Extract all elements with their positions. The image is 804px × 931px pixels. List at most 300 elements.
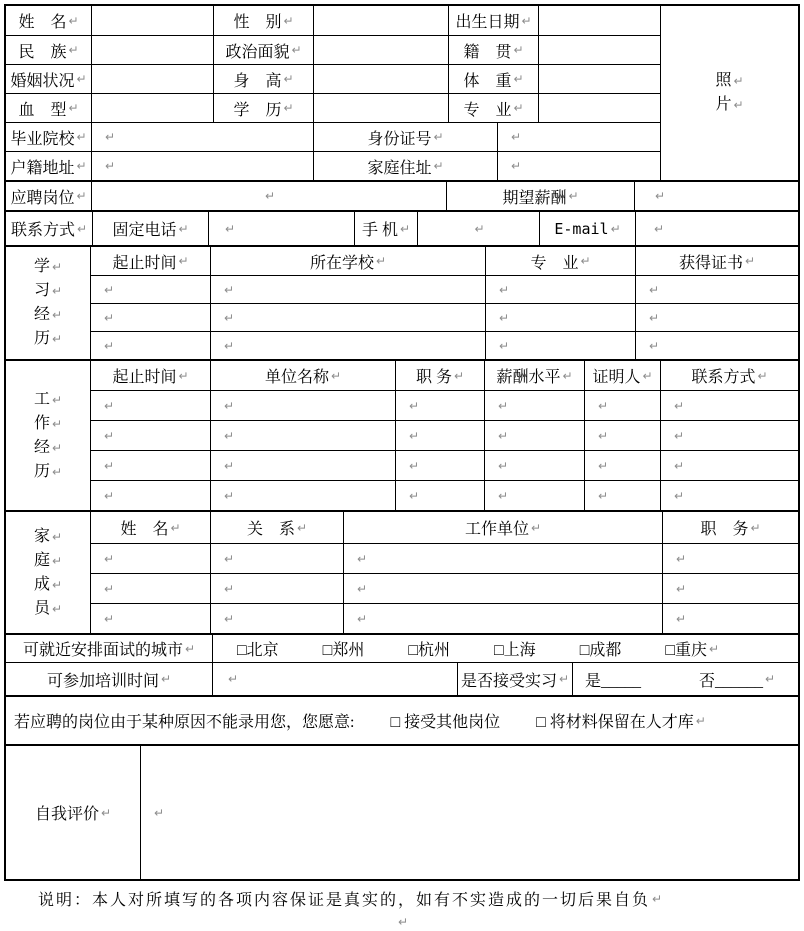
pilcrow-icon: ↵	[100, 805, 112, 820]
birthdate-value-cell[interactable]	[538, 6, 660, 35]
work-reference-cell[interactable]	[584, 481, 660, 510]
contact-section	[6, 210, 798, 245]
table-row	[6, 151, 660, 180]
study-header-row	[91, 247, 798, 275]
label-text: 关 系	[246, 521, 295, 538]
work-salary-header	[484, 361, 584, 390]
work-row	[91, 480, 798, 510]
checkbox-option-beijing[interactable]: □北京	[237, 642, 279, 659]
pilcrow-icon: ↵	[184, 641, 196, 656]
weight-value-cell[interactable]	[538, 65, 660, 93]
pilcrow-icon: ↵	[224, 488, 235, 503]
checkbox-option-hangzhou[interactable]: □杭州	[408, 642, 451, 659]
study-section-label	[6, 247, 91, 359]
checkbox-option-zhengzhou[interactable]: □郑州	[322, 642, 365, 659]
footer-note	[38, 887, 804, 910]
family-name-cell[interactable]	[91, 574, 210, 603]
label-text: 联系方式	[10, 222, 75, 239]
pilcrow-icon: ↵	[375, 254, 387, 268]
pilcrow-icon: ↵	[674, 488, 685, 503]
ethnicity-value-cell[interactable]	[91, 36, 213, 64]
family-employer-cell[interactable]	[343, 544, 662, 573]
study-rows	[91, 247, 798, 359]
family-row	[91, 603, 798, 633]
work-period-header	[91, 361, 210, 390]
pilcrow-icon: ↵	[68, 13, 79, 28]
pilcrow-icon: ↵	[76, 72, 87, 86]
work-salary-cell[interactable]	[484, 451, 584, 480]
pilcrow-icon: ↵	[264, 189, 276, 203]
label-text: 历	[33, 330, 50, 347]
work-company-cell[interactable]	[210, 451, 395, 480]
pilcrow-icon: ↵	[676, 611, 687, 626]
pilcrow-icon: ↵	[104, 458, 115, 473]
marital-status-label	[6, 65, 91, 93]
pilcrow-icon: ↵	[409, 458, 420, 473]
pilcrow-icon: ↵	[580, 254, 591, 268]
internship-no-option[interactable]	[699, 668, 775, 691]
work-company-cell[interactable]	[210, 391, 395, 420]
family-employer-cell[interactable]	[343, 574, 662, 603]
label-text: 政治面貌	[225, 43, 290, 61]
study-row	[91, 275, 798, 303]
study-major-cell[interactable]	[485, 276, 635, 303]
pilcrow-icon: ↵	[357, 551, 368, 566]
pilcrow-icon: ↵	[224, 458, 235, 473]
work-reference-cell[interactable]	[584, 451, 660, 480]
study-period-header	[91, 247, 210, 275]
pilcrow-icon: ↵	[652, 891, 665, 906]
label-text: 可就近安排面试的城市	[22, 642, 183, 659]
pilcrow-icon: ↵	[530, 520, 542, 535]
label-text: 作	[33, 414, 50, 432]
blood-type-value-cell[interactable]	[91, 94, 213, 122]
pilcrow-icon: ↵	[51, 464, 63, 479]
pilcrow-icon: ↵	[105, 130, 116, 144]
pilcrow-icon: ↵	[397, 915, 409, 929]
name-label	[6, 6, 91, 35]
option-label: 否______	[699, 672, 764, 690]
basic-info-section	[6, 6, 798, 180]
work-company-cell[interactable]	[210, 421, 395, 450]
pilcrow-icon: ↵	[511, 130, 522, 144]
pilcrow-icon: ↵	[228, 672, 239, 686]
ethnicity-label	[6, 36, 91, 64]
training-section	[6, 662, 798, 695]
pilcrow-icon: ↵	[498, 398, 509, 413]
gender-label	[213, 6, 313, 35]
pilcrow-icon: ↵	[433, 159, 444, 173]
work-contact-header	[660, 361, 798, 390]
pilcrow-icon: ↵	[744, 254, 756, 268]
pilcrow-icon: ↵	[649, 338, 660, 353]
landline-value-cell[interactable]	[208, 212, 354, 245]
pilcrow-icon: ↵	[68, 43, 79, 57]
pilcrow-icon: ↵	[51, 392, 63, 407]
family-name-header	[91, 512, 210, 543]
id-number-label	[313, 123, 497, 151]
pilcrow-icon: ↵	[104, 338, 115, 353]
family-relation-header	[210, 512, 343, 543]
self-evaluation-section	[6, 744, 798, 879]
pilcrow-icon: ↵	[674, 458, 685, 473]
work-reference-cell[interactable]	[584, 421, 660, 450]
study-school-cell[interactable]	[210, 276, 485, 303]
pilcrow-icon: ↵	[178, 368, 189, 383]
checkbox-option-label: □重庆	[665, 642, 708, 659]
pilcrow-icon: ↵	[51, 308, 63, 322]
label-text: 专 业	[463, 101, 512, 119]
work-row	[91, 450, 798, 480]
major-value-cell[interactable]	[538, 94, 660, 122]
expected-salary-value-cell[interactable]	[634, 182, 798, 210]
pilcrow-icon: ↵	[642, 368, 653, 383]
political-status-value-cell[interactable]	[313, 36, 448, 64]
pilcrow-icon: ↵	[296, 520, 308, 535]
study-certificate-cell[interactable]	[635, 276, 798, 303]
study-certificate-header	[635, 247, 798, 275]
table-row	[6, 35, 660, 64]
pilcrow-icon: ↵	[178, 221, 189, 236]
pilcrow-icon: ↵	[357, 581, 368, 596]
self-evaluation-value-cell[interactable]	[140, 746, 798, 879]
pilcrow-icon: ↵	[51, 529, 63, 544]
checkbox-option-other-position[interactable]: □ 接受其他岗位	[390, 714, 501, 731]
work-period-cell[interactable]	[91, 451, 210, 480]
pilcrow-icon: ↵	[170, 520, 181, 535]
family-row	[91, 573, 798, 603]
label-text: 籍 贯	[463, 43, 512, 61]
pilcrow-icon: ↵	[104, 428, 115, 443]
label-text: 习	[33, 282, 50, 299]
photo-cell[interactable]	[660, 6, 798, 180]
work-position-cell[interactable]	[395, 421, 484, 450]
pilcrow-icon: ↵	[765, 672, 776, 686]
work-section	[6, 359, 798, 510]
internship-yes-option[interactable]: 是_____	[585, 672, 642, 690]
work-salary-cell[interactable]	[484, 481, 584, 510]
blood-type-label	[6, 94, 91, 122]
label-text: 历	[33, 462, 50, 480]
pilcrow-icon: ↵	[283, 101, 294, 115]
pilcrow-icon: ↵	[498, 428, 509, 443]
pilcrow-icon: ↵	[610, 221, 621, 236]
label-text: 庭	[33, 551, 50, 569]
pilcrow-icon: ↵	[511, 159, 522, 173]
study-section	[6, 245, 798, 359]
table-row	[6, 182, 798, 210]
pilcrow-icon: ↵	[51, 416, 63, 431]
work-period-cell[interactable]	[91, 421, 210, 450]
applied-position-label	[6, 182, 91, 210]
pilcrow-icon: ↵	[558, 672, 570, 686]
family-position-cell[interactable]	[662, 574, 798, 603]
pilcrow-icon: ↵	[224, 611, 235, 626]
label-text: 薪酬水平	[496, 369, 561, 386]
birthdate-label	[448, 6, 538, 35]
pilcrow-icon: ↵	[750, 520, 761, 535]
pilcrow-icon: ↵	[649, 310, 660, 325]
footer-note-text: 说明：本人对所填写的各项内容保证是真实的，如有不实造成的一切后果自负	[38, 892, 651, 909]
label-text: 血 型	[18, 101, 67, 119]
family-relation-cell[interactable]	[210, 574, 343, 603]
email-value-cell[interactable]	[635, 212, 798, 245]
label-text: 应聘岗位	[10, 189, 75, 207]
work-position-cell[interactable]	[395, 451, 484, 480]
family-row	[91, 543, 798, 573]
pilcrow-icon: ↵	[499, 338, 510, 353]
self-evaluation-label	[6, 746, 140, 879]
family-employer-cell[interactable]	[343, 604, 662, 633]
study-row	[91, 303, 798, 331]
pilcrow-icon: ↵	[224, 398, 235, 413]
pilcrow-icon: ↵	[76, 189, 87, 203]
pilcrow-icon: ↵	[499, 310, 510, 325]
work-salary-cell[interactable]	[484, 421, 584, 450]
table-row	[6, 746, 798, 879]
label-text: 工作单位	[464, 521, 529, 538]
label-text: 手 机	[361, 222, 398, 239]
pilcrow-icon: ↵	[224, 581, 235, 596]
work-salary-cell[interactable]	[484, 391, 584, 420]
study-period-cell[interactable]	[91, 332, 210, 359]
pilcrow-icon: ↵	[433, 130, 444, 144]
label-text: 是否接受实习	[460, 672, 557, 690]
pilcrow-icon: ↵	[733, 74, 744, 88]
work-rows	[91, 361, 798, 510]
pilcrow-icon: ↵	[51, 553, 63, 568]
pilcrow-icon: ↵	[76, 221, 88, 236]
pilcrow-icon: ↵	[513, 43, 524, 57]
label-text: 性 别	[233, 14, 282, 31]
checkbox-option-talent-pool[interactable]	[536, 709, 706, 732]
native-place-value-cell[interactable]	[538, 36, 660, 64]
label-text: 婚姻状况	[10, 72, 75, 90]
training-time-value-cell[interactable]	[212, 663, 457, 695]
study-period-cell[interactable]	[91, 276, 210, 303]
study-major-cell[interactable]	[485, 332, 635, 359]
position-section	[6, 180, 798, 210]
pilcrow-icon: ↵	[655, 189, 666, 203]
pilcrow-icon: ↵	[521, 13, 532, 28]
family-header-row	[91, 512, 798, 543]
education-value-cell[interactable]	[313, 94, 448, 122]
label-text: 所在学校	[309, 254, 374, 272]
checkbox-option-chongqing[interactable]	[665, 637, 719, 660]
checkbox-option-shanghai[interactable]: □上海	[494, 642, 536, 659]
table-row	[6, 635, 798, 662]
work-reference-header	[584, 361, 660, 390]
pilcrow-icon: ↵	[513, 101, 524, 115]
label-text: 家庭住址	[367, 159, 432, 177]
label-text: 学	[33, 258, 50, 275]
work-contact-cell[interactable]	[660, 421, 798, 450]
applied-position-value-cell[interactable]	[91, 182, 446, 210]
family-name-cell[interactable]	[91, 544, 210, 573]
label-text: 身 高	[233, 72, 282, 90]
study-school-cell[interactable]	[210, 304, 485, 331]
study-certificate-cell[interactable]	[635, 332, 798, 359]
label-text: 自我评价	[34, 806, 99, 823]
work-row	[91, 420, 798, 450]
height-label	[213, 65, 313, 93]
work-reference-cell[interactable]	[584, 391, 660, 420]
resume-form-table	[4, 4, 800, 881]
pilcrow-icon: ↵	[104, 551, 115, 566]
family-rows	[91, 512, 798, 633]
photo-label	[715, 69, 743, 93]
id-number-value-cell[interactable]	[497, 123, 660, 151]
work-position-header	[395, 361, 484, 390]
pilcrow-icon: ↵	[757, 368, 768, 383]
pilcrow-icon: ↵	[649, 282, 660, 297]
pilcrow-icon: ↵	[513, 72, 524, 86]
label-text: 起止时间	[112, 369, 177, 386]
pilcrow-icon: ↵	[283, 13, 294, 28]
label-text: 成	[33, 575, 50, 593]
family-relation-cell[interactable]	[210, 604, 343, 633]
family-employer-header	[343, 512, 662, 543]
label-text: 经	[33, 438, 50, 456]
family-position-cell[interactable]	[662, 544, 798, 573]
work-section-label	[6, 361, 91, 510]
family-position-cell[interactable]	[662, 604, 798, 633]
label-text: 员	[33, 599, 50, 617]
pilcrow-icon: ↵	[654, 221, 665, 236]
graduate-school-value-cell[interactable]	[91, 123, 313, 151]
pilcrow-icon: ↵	[224, 551, 235, 566]
pilcrow-icon: ↵	[357, 611, 368, 626]
name-value-cell[interactable]	[91, 6, 213, 35]
work-contact-cell[interactable]	[660, 391, 798, 420]
contact-label	[6, 212, 92, 245]
mobile-label	[354, 212, 417, 245]
pilcrow-icon: ↵	[709, 641, 720, 656]
pilcrow-icon: ↵	[76, 159, 87, 173]
table-row	[6, 6, 660, 35]
interview-cities-label	[6, 635, 212, 662]
label-text: 出生日期	[455, 14, 520, 31]
pilcrow-icon: ↵	[291, 43, 302, 57]
pilcrow-icon: ↵	[283, 72, 294, 86]
pilcrow-icon: ↵	[598, 428, 609, 443]
label-text: 证明人	[592, 369, 641, 386]
work-header-row	[91, 361, 798, 390]
table-row	[6, 663, 798, 695]
family-name-cell[interactable]	[91, 604, 210, 633]
label-text: 职 务	[415, 369, 452, 386]
label-text: 户籍地址	[10, 159, 75, 177]
work-period-cell[interactable]	[91, 391, 210, 420]
alternative-section	[6, 695, 798, 744]
expected-salary-label	[446, 182, 634, 210]
political-status-label	[213, 36, 313, 64]
checkbox-option-chengdu[interactable]: □成都	[579, 642, 622, 659]
work-position-cell[interactable]	[395, 391, 484, 420]
family-relation-cell[interactable]	[210, 544, 343, 573]
pilcrow-icon: ↵	[499, 282, 510, 297]
label-text: 学 历	[233, 101, 282, 119]
registered-address-value-cell[interactable]	[91, 152, 313, 180]
work-period-cell[interactable]	[91, 481, 210, 510]
label-text: 单位名称	[264, 369, 329, 386]
height-value-cell[interactable]	[313, 65, 448, 93]
pilcrow-icon: ↵	[676, 581, 687, 596]
label-text: 职 务	[700, 521, 749, 538]
email-label	[539, 212, 635, 245]
study-period-cell[interactable]	[91, 304, 210, 331]
pilcrow-icon: ↵	[104, 398, 115, 413]
table-row	[6, 64, 660, 93]
label-text: 可参加培训时间	[46, 672, 159, 690]
pilcrow-icon: ↵	[674, 398, 685, 413]
interview-cities-section	[6, 633, 798, 662]
pilcrow-icon: ↵	[568, 189, 579, 203]
alternative-row	[6, 697, 798, 744]
native-place-label	[448, 36, 538, 64]
pilcrow-icon: ↵	[160, 672, 172, 686]
internship-choice-cell	[572, 663, 798, 695]
pilcrow-icon: ↵	[409, 398, 420, 413]
work-row	[91, 390, 798, 420]
work-contact-cell[interactable]	[660, 481, 798, 510]
pilcrow-icon: ↵	[498, 488, 509, 503]
pilcrow-icon: ↵	[674, 428, 685, 443]
home-address-value-cell[interactable]	[497, 152, 660, 180]
family-position-header	[662, 512, 798, 543]
label-text: 期望薪酬	[502, 189, 567, 207]
pilcrow-icon: ↵	[224, 428, 235, 443]
label-text: 姓 名	[120, 521, 169, 538]
work-position-cell[interactable]	[395, 481, 484, 510]
pilcrow-icon: ↵	[224, 338, 235, 353]
table-row	[6, 212, 798, 245]
pilcrow-icon: ↵	[51, 260, 63, 274]
label-text: 照	[715, 72, 732, 89]
pilcrow-icon: ↵	[104, 310, 115, 325]
pilcrow-icon: ↵	[498, 458, 509, 473]
mobile-value-cell[interactable]	[417, 212, 539, 245]
study-major-cell[interactable]	[485, 304, 635, 331]
label-text: 起止时间	[112, 254, 177, 272]
label-text: 工	[33, 390, 50, 408]
pilcrow-icon: ↵	[224, 282, 235, 297]
study-major-header	[485, 247, 635, 275]
label-text: 获得证书	[678, 254, 743, 272]
table-row	[6, 122, 660, 151]
training-time-label	[6, 663, 212, 695]
gender-value-cell[interactable]	[313, 6, 448, 35]
study-school-cell[interactable]	[210, 332, 485, 359]
label-text: 经	[33, 306, 50, 323]
pilcrow-icon: ↵	[409, 428, 420, 443]
work-company-cell[interactable]	[210, 481, 395, 510]
work-company-header	[210, 361, 395, 390]
pilcrow-icon: ↵	[695, 713, 706, 728]
pilcrow-icon: ↵	[224, 310, 235, 325]
label-text: 体 重	[463, 72, 512, 90]
pilcrow-icon: ↵	[453, 368, 465, 383]
study-row	[91, 331, 798, 359]
work-contact-cell[interactable]	[660, 451, 798, 480]
pilcrow-icon: ↵	[51, 284, 63, 298]
pilcrow-icon: ↵	[598, 458, 609, 473]
study-certificate-cell[interactable]	[635, 304, 798, 331]
basic-info-grid	[6, 6, 660, 180]
marital-status-value-cell[interactable]	[91, 65, 213, 93]
label-text: 片	[715, 96, 732, 113]
pilcrow-icon: ↵	[562, 368, 573, 383]
